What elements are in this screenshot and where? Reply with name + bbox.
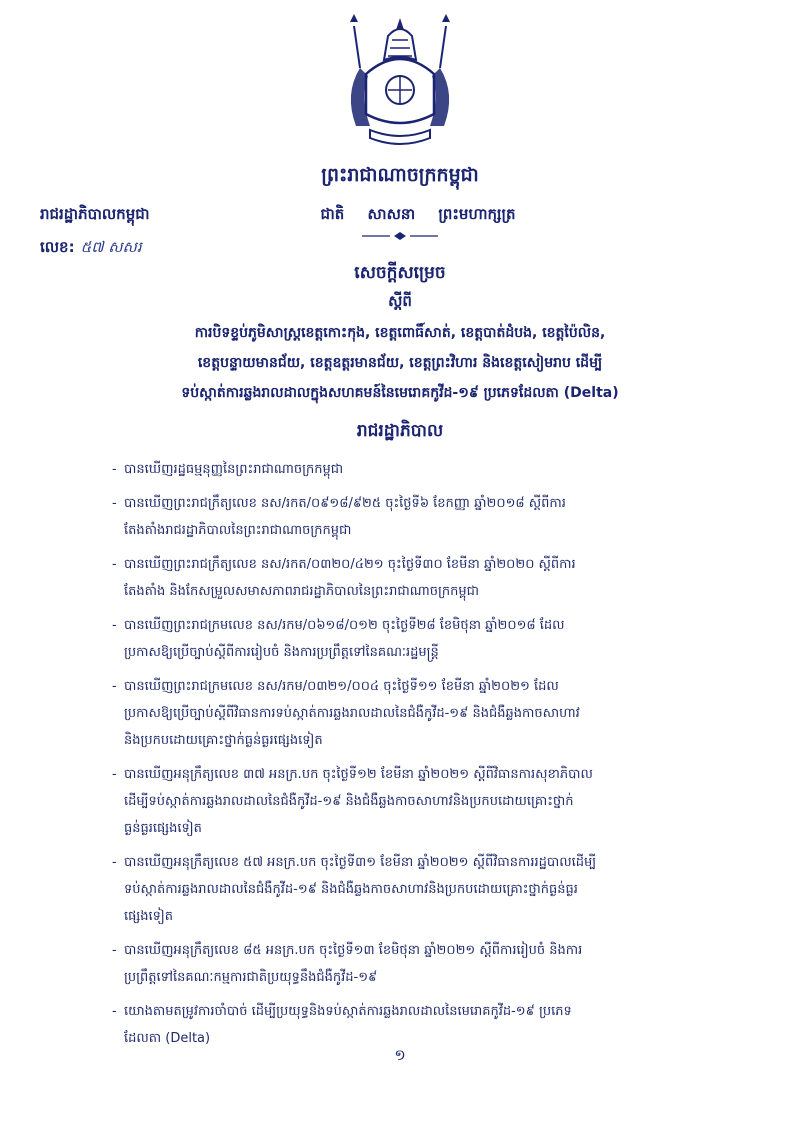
royal-emblem-icon xyxy=(330,14,470,154)
divider-ornament-icon xyxy=(360,231,440,241)
preamble-clause xyxy=(112,761,752,842)
subject-line: ការបិទខ្ទប់ភូមិសាស្ត្រខេត្តកោះកុង, ខេត្តពោធិ៍សាត់, ខេត្តបាត់ដំបង, ខេត្តប៉ៃលិន, xyxy=(194,325,606,341)
preamble-clause xyxy=(112,551,752,605)
clause-line: - បានឃើញអនុក្រឹត្យលេខ ៥៧ អនក្រ.បក ចុះថ្ងៃទី៣១ ខែមីនា ឆ្នាំ២០២១ ស្តីពីវិធានការរដ្ឋបាលដើម្បី xyxy=(124,855,597,870)
preamble-clause xyxy=(112,673,752,754)
national-motto: ជាតិ សាសនា ព្រះមហាក្សត្រ xyxy=(320,205,516,223)
preamble-clause xyxy=(112,998,752,1052)
clause-line: - បានឃើញរដ្ឋធម្មនុញ្ញនៃព្រះរាជាណាចក្រកម្ពុជា xyxy=(124,462,344,477)
clause-line: ដើម្បីទប់ស្កាត់ការឆ្លងរាលដាលនៃជំងឺកូវីដ-១៩ និងជំងឺឆ្លងកាចសាហាវនិងប្រកបដោយគ្រោះថ្នាក់ xyxy=(124,794,574,809)
clause-line: - យោងតាមតម្រូវការចាំបាច់ ដើម្បីប្រយុទ្ធនិងទប់ស្កាត់ការឆ្លងរាលដាលនៃមេរោគកូវីដ-១៩ ប្រភេទ xyxy=(124,1004,572,1019)
document-subject xyxy=(60,318,740,408)
subject-line: ខេត្តបន្ទាយមានជ័យ, ខេត្តឧត្តរមានជ័យ, ខេត្តព្រះវិហារ និងខេត្តសៀមរាប ដើម្បី xyxy=(197,355,603,371)
reference-number xyxy=(40,238,240,260)
preamble-clauses xyxy=(112,456,752,1059)
clause-line: - បានឃើញព្រះរាជក្រមលេខ នស/រកម/០៣២១/០០៤ ចុះថ្ងៃទី១១ ខែមីនា ឆ្នាំ២០២១ ដែល xyxy=(124,679,559,694)
clause-line: - បានឃើញអនុក្រឹត្យលេខ ៣៧ អនក្រ.បក ចុះថ្ងៃទី១២ ខែមីនា ឆ្នាំ២០២១ ស្តីពីវិធានការសុខាភិបាល xyxy=(124,767,593,782)
preamble-clause xyxy=(112,456,752,483)
clause-line: - បានឃើញព្រះរាជក្រឹត្យលេខ នស/រកត/០៣២០/៤២១ ចុះថ្ងៃទី៣០ ខែមីនា ឆ្នាំ២០២០ ស្តីពីការ xyxy=(124,557,576,572)
reference-label: លេខ: xyxy=(40,238,75,256)
government-heading: រាជរដ្ឋាភិបាល xyxy=(356,421,444,441)
clause-line: ប្រកាសឱ្យប្រើច្បាប់ស្តីពីវិធានការទប់ស្កាត់ការឆ្លងរាលដាលនៃជំងឺកូវីដ-១៩ និងជំងឺឆ្លងកាចសាហាវ xyxy=(124,706,580,721)
kingdom-title: ព្រះរាជាណាចក្រកម្ពុជា xyxy=(321,164,479,186)
clause-line: តែងតាំង និងកែសម្រួលសមាសភាពរាជរដ្ឋាភិបាលនៃព្រះរាជាណាចក្រកម្ពុជា xyxy=(124,584,480,599)
document-title: សេចក្តីសម្រេច xyxy=(354,263,446,283)
preamble-clause xyxy=(112,849,752,930)
clause-line: តែងតាំងរាជរដ្ឋាភិបាលនៃព្រះរាជាណាចក្រកម្ពុជា xyxy=(124,523,352,538)
clause-line: ដែលតា (Delta) xyxy=(124,1031,211,1046)
preamble-clause xyxy=(112,937,752,991)
clause-line: ប្រព្រឹត្តទៅនៃគណៈកម្មការជាតិប្រយុទ្ធនឹងជំងឺកូវីដ-១៩ xyxy=(124,970,378,985)
clause-line: - បានឃើញព្រះរាជក្រឹត្យលេខ នស/រកត/០៩១៨/៩២៥ ចុះថ្ងៃទី៦ ខែកញ្ញា ឆ្នាំ២០១៨ ស្តីពីការ xyxy=(124,496,566,511)
page-number: ១ xyxy=(394,1046,406,1064)
clause-line: ប្រកាសឱ្យប្រើច្បាប់ស្តីពីការរៀបចំ និងការប្រព្រឹត្តទៅនៃគណៈរដ្ឋមន្ត្រី xyxy=(124,645,439,660)
clause-line: ផ្សេងទៀត xyxy=(124,909,174,924)
clause-line: និងប្រកបដោយគ្រោះថ្នាក់ធ្ងន់ធ្ងរផ្សេងទៀត xyxy=(124,733,323,748)
subject-line: ទប់ស្កាត់ការឆ្លងរាលដាលក្នុងសហគមន៍នៃមេរោគកូវីដ-១៩ ប្រភេទដែលតា (Delta) xyxy=(181,385,619,401)
clause-line: ធ្ងន់ធ្ងរផ្សេងទៀត xyxy=(124,821,202,836)
preamble-clause xyxy=(112,490,752,544)
clause-line: - បានឃើញអនុក្រឹត្យលេខ ៨៥ អនក្រ.បក ចុះថ្ងៃទី១៣ ខែមិថុនា ឆ្នាំ២០២១ ស្តីពីការរៀបចំ និងការ xyxy=(124,943,583,958)
issuing-authority: រាជរដ្ឋាភិបាលកម្ពុជា xyxy=(40,205,150,223)
clause-line: ទប់ស្កាត់ការឆ្លងរាលដាលនៃជំងឺកូវីដ-១៩ និងជំងឺឆ្លងកាចសាហាវនិងប្រកបដោយគ្រោះថ្នាក់ធ្ងន់ធ្ងរ xyxy=(124,882,578,897)
preamble-clause xyxy=(112,612,752,666)
reference-handwritten: ៥៧ សសរ xyxy=(80,238,142,256)
clause-line: - បានឃើញព្រះរាជក្រមលេខ នស/រកម/០៦១៨/០១២ ចុះថ្ងៃទី២៨ ខែមិថុនា ឆ្នាំ២០១៨ ដែល xyxy=(124,618,565,633)
about-label: ស្តីពី xyxy=(388,292,412,310)
